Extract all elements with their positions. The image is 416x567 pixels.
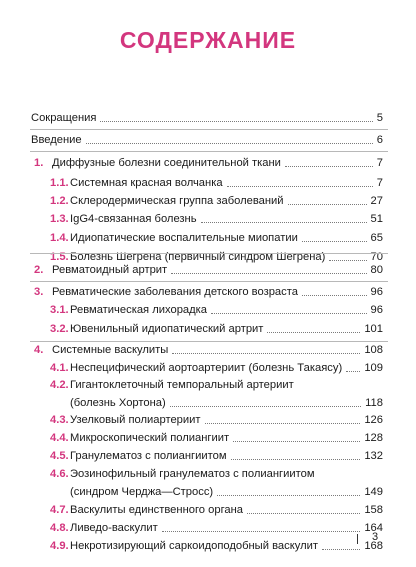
toc-entry-number: 4.3. <box>50 414 69 426</box>
dot-leader <box>170 406 361 407</box>
toc-entry-page: 118 <box>365 397 383 409</box>
toc-entry-number: 1.3. <box>50 213 69 225</box>
toc-entry-title: Эозинофильный гранулематоз с полиангиитом <box>70 468 315 480</box>
toc-entry-page: 70 <box>370 251 383 263</box>
toc-entry <box>0 131 416 149</box>
toc-entry-number: 1.5. <box>50 251 69 263</box>
toc-entry-title: Идиопатические воспалительные миопатии <box>70 232 298 244</box>
toc-entry <box>0 537 416 555</box>
toc-entry <box>0 411 416 429</box>
dot-leader <box>288 204 367 205</box>
dot-leader <box>346 371 360 372</box>
dot-leader <box>231 459 360 460</box>
dot-leader <box>162 531 360 532</box>
dot-leader <box>86 143 373 144</box>
toc-entry-page: 51 <box>370 213 383 225</box>
toc-entry-number: 4.2. <box>50 379 69 391</box>
toc-entry-title: Гигантоклеточный темпоральный артериит <box>70 379 294 391</box>
toc-entry-page: 27 <box>370 195 383 207</box>
toc-entry-page: 96 <box>370 304 383 316</box>
dot-leader <box>302 295 367 296</box>
toc-entry-title: Системные васкулиты <box>52 344 169 356</box>
dot-leader <box>171 273 367 274</box>
toc-entry-number: 1.2. <box>50 195 69 207</box>
toc-entry-number: 4.8. <box>50 522 69 534</box>
dot-leader <box>201 222 367 223</box>
section-separator <box>30 341 388 342</box>
toc-entry-page: 80 <box>370 264 383 276</box>
toc-entry-number: 2. <box>34 264 44 276</box>
toc-entry <box>0 359 416 377</box>
toc-entry-number: 4.1. <box>50 362 69 374</box>
toc-entry <box>0 283 416 301</box>
dot-leader <box>100 121 373 122</box>
toc-entry-number: 3.1. <box>50 304 69 316</box>
toc-entry-title: Ревматическая лихорадка <box>70 304 208 316</box>
toc-entry-title: Сокращения <box>31 112 97 124</box>
toc-entry <box>0 394 416 412</box>
section-separator <box>30 129 388 130</box>
toc-entry-title: Неспецифический аортоартериит (болезнь Такаясу) <box>70 362 343 374</box>
toc-entry-number: 3. <box>34 286 44 298</box>
toc-entry-title: Ревматические заболевания детского возраста <box>52 286 298 298</box>
toc-entry-number: 3.2. <box>50 323 69 335</box>
toc-entry-page: 164 <box>364 522 383 534</box>
toc-entry-number: 1. <box>34 157 44 169</box>
page-title: СОДЕРЖАНИЕ <box>119 27 297 53</box>
toc-entry <box>0 320 416 338</box>
section-separator <box>30 253 388 254</box>
toc-entry-title: (синдром Черджа—Стросс) <box>70 486 214 498</box>
toc-entry-page: 65 <box>370 232 383 244</box>
dot-leader <box>322 549 360 550</box>
toc-entry-number: 4.6. <box>50 468 69 480</box>
toc-entry <box>0 483 416 501</box>
toc-entry-number: 4.9. <box>50 540 69 552</box>
toc-entry-number: 4.4. <box>50 432 69 444</box>
dot-leader <box>285 166 373 167</box>
dot-leader <box>227 186 373 187</box>
toc-entry-title: Васкулиты единственного органа <box>70 504 244 516</box>
toc-entry <box>0 447 416 465</box>
toc-entry-page: 158 <box>364 504 383 516</box>
dot-leader <box>172 353 360 354</box>
toc-entry <box>0 376 416 394</box>
toc-entry-page: 5 <box>376 112 383 124</box>
toc-entry-page: 108 <box>364 344 383 356</box>
toc-entry-page: 128 <box>364 432 383 444</box>
toc-entry-title: Болезнь Шегрена (первичный синдром Шегрена) <box>70 251 326 263</box>
toc-entry-title: Узелковый полиартериит <box>70 414 201 426</box>
toc-entry-page: 7 <box>376 177 383 189</box>
footer-divider <box>357 534 358 544</box>
toc-entry-title: IgG4-связанная болезнь <box>70 213 197 225</box>
toc-entry <box>0 261 416 279</box>
toc-entry <box>0 501 416 519</box>
toc-entry-title: Ревматоидный артрит <box>52 264 168 276</box>
toc-entry-title: Некротизирующий саркоидоподобный васкулит <box>70 540 318 552</box>
toc-entry-page: 101 <box>364 323 383 335</box>
toc-entry <box>0 174 416 192</box>
dot-leader <box>302 241 367 242</box>
toc-entry-page: 6 <box>376 134 383 146</box>
toc-entry-title: Введение <box>31 134 82 146</box>
toc-entry <box>0 519 416 537</box>
toc-entry <box>0 229 416 247</box>
toc-entry-number: 1.4. <box>50 232 69 244</box>
toc-entry-page: 168 <box>364 540 383 552</box>
toc-entry <box>0 109 416 127</box>
toc-entry-title: Ливедо-васкулит <box>70 522 158 534</box>
dot-leader <box>205 423 360 424</box>
toc-entry-number: 4.5. <box>50 450 69 462</box>
dot-leader <box>233 441 360 442</box>
toc-entry <box>0 429 416 447</box>
toc-entry-page: 7 <box>376 157 383 169</box>
toc-entry-title: Ювенильный идиопатический артрит <box>70 323 264 335</box>
toc-entry <box>0 210 416 228</box>
dot-leader <box>217 495 360 496</box>
toc-entry-page: 96 <box>370 286 383 298</box>
toc-entry-number: 4.7. <box>50 504 69 516</box>
toc-entry <box>0 341 416 359</box>
toc-entry-title: Системная красная волчанка <box>70 177 223 189</box>
toc-entry-number: 4. <box>34 344 44 356</box>
dot-leader <box>247 513 360 514</box>
toc-entry-title: Микроскопический полиангиит <box>70 432 230 444</box>
toc-entry-page: 132 <box>364 450 383 462</box>
toc-entry-page: 149 <box>364 486 383 498</box>
toc-entry-page: 126 <box>364 414 383 426</box>
toc-entry-title: Диффузные болезни соединительной ткани <box>52 157 281 169</box>
footer-page-number: 3 <box>372 531 379 543</box>
toc-entry <box>0 154 416 172</box>
section-separator <box>30 281 388 282</box>
section-separator <box>30 151 388 152</box>
toc-entry-title: (болезнь Хортона) <box>70 397 166 409</box>
toc-entry <box>0 465 416 483</box>
toc-entry-title: Гранулематоз с полиангиитом <box>70 450 227 462</box>
toc-entry-number: 1.1. <box>50 177 69 189</box>
toc-entry-title: Склеродермическая группа заболеваний <box>70 195 284 207</box>
toc-entry-page: 109 <box>364 362 383 374</box>
dot-leader <box>211 313 367 314</box>
toc-entry <box>0 192 416 210</box>
toc-entry <box>0 301 416 319</box>
dot-leader <box>267 332 360 333</box>
